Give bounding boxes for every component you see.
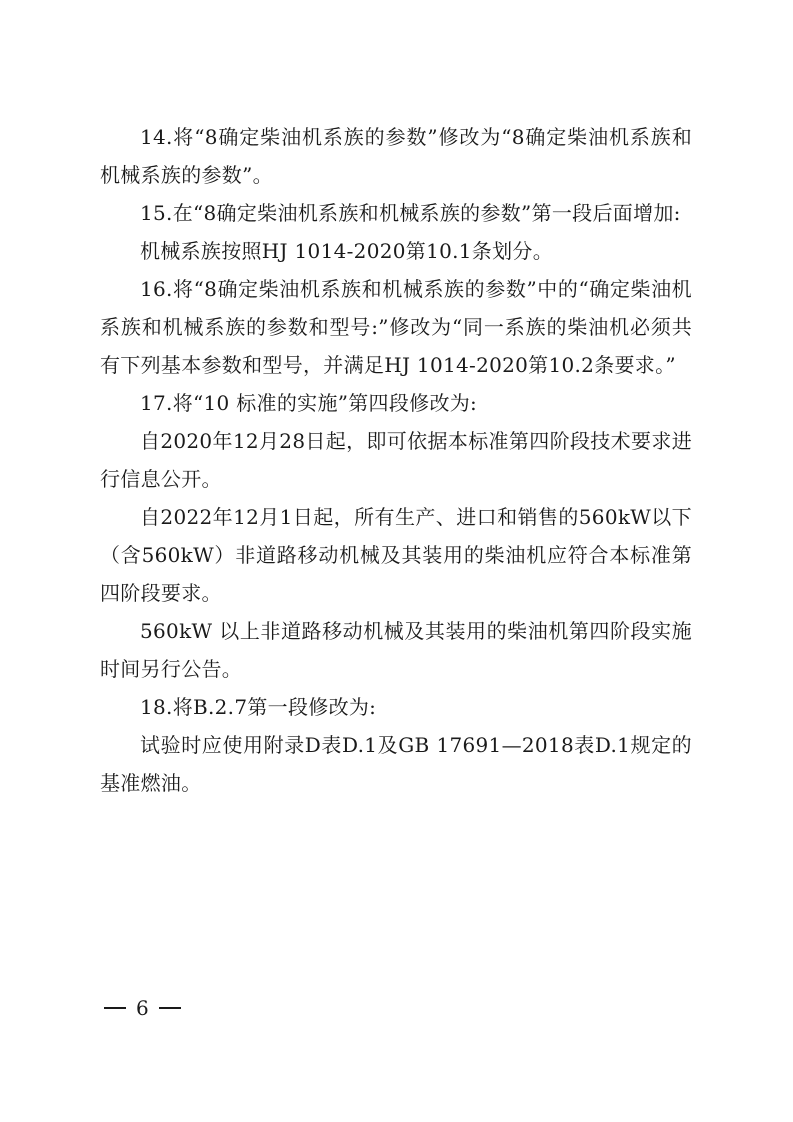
page-footer [104, 994, 181, 1022]
paragraph-item-17-content-3: 560kW 以上非道路移动机械及其装用的柴油机第四阶段实施时间另行公告。 [100, 619, 692, 681]
page-number: 6 [136, 996, 149, 1020]
paragraph-item-16: 16.将“8确定柴油机系族和机械系族的参数”中的“确定柴油机系族和机械系族的参数和型号:”修改为“同一系族的柴油机必须共有下列基本参数和型号，并满足HJ 1014-2020第10.2条要求。” [100, 277, 692, 377]
body-text [100, 118, 692, 802]
paragraph-item-15: 15.在“8确定柴油机系族和机械系族的参数”第一段后面增加: [140, 201, 681, 225]
paragraph-item-14: 14.将“8确定柴油机系族的参数”修改为“8确定柴油机系族和机械系族的参数”。 [100, 125, 692, 187]
paragraph-item-17-content-2: 自2022年12月1日起，所有生产、进口和销售的560kW以下（含560kW）非道路移动机械及其装用的柴油机应符合本标准第四阶段要求。 [100, 505, 692, 605]
paragraph-item-15-content: 机械系族按照HJ 1014-2020第10.1条划分。 [140, 239, 554, 263]
footer-dash-right [159, 1007, 181, 1009]
paragraph-item-17: 17.将“10 标准的实施”第四段修改为: [140, 391, 478, 415]
paragraph-item-18: 18.将B.2.7第一段修改为: [140, 695, 377, 719]
paragraph-item-18-content: 试验时应使用附录D表D.1及GB 17691—2018表D.1规定的基准燃油。 [100, 733, 692, 795]
paragraph-item-17-content-1: 自2020年12月28日起，即可依据本标准第四阶段技术要求进行信息公开。 [100, 429, 692, 491]
footer-dash-left [104, 1007, 126, 1009]
